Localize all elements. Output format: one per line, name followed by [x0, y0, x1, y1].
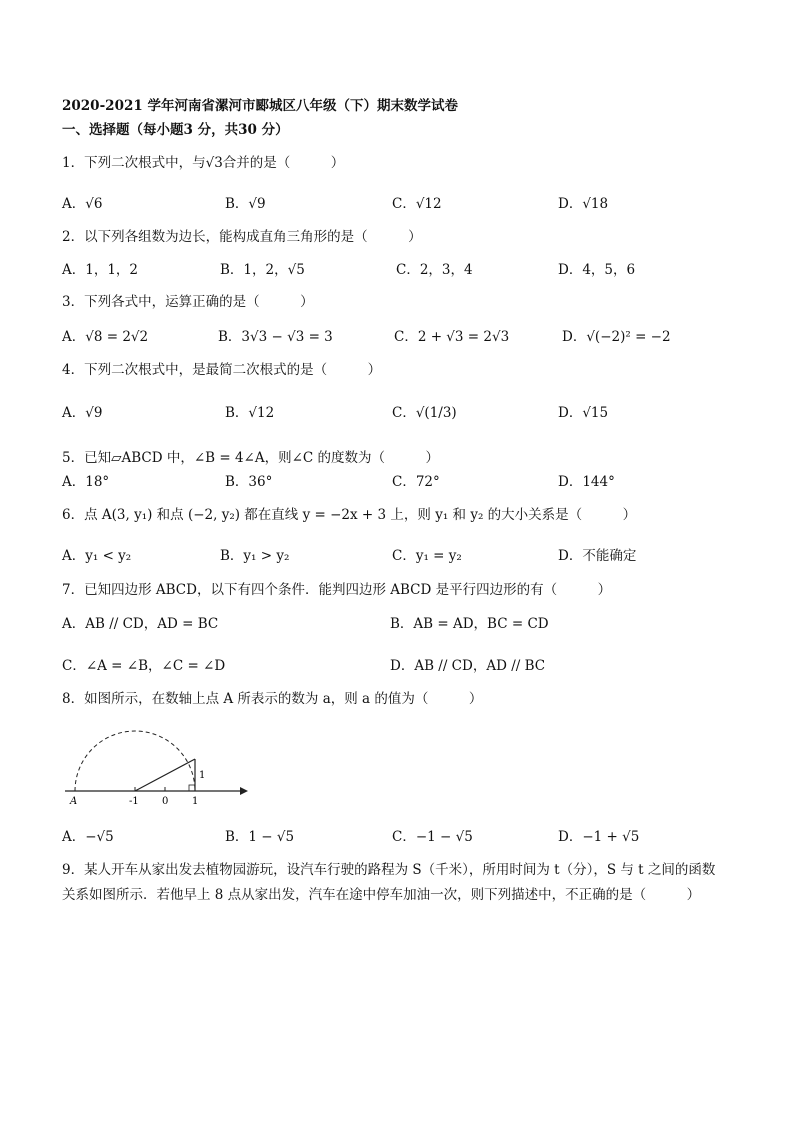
q3-option-c: C．2 + √3 = 2√3	[394, 329, 510, 345]
question-5-stem: 5．已知▱ABCD 中，∠B = 4∠A，则∠C 的度数为（ ）	[62, 450, 440, 466]
tick-label-1: 1	[192, 796, 199, 807]
question-4-stem: 4．下列二次根式中，是最简二次根式的是（ ）	[62, 362, 382, 378]
q4-option-b: B．√12	[225, 405, 275, 421]
q5-option-c: C．72°	[392, 474, 440, 490]
q3-option-a: A．√8 = 2√2	[62, 329, 149, 345]
tick-label-0: 0	[162, 796, 169, 807]
side-length-label: 1	[199, 770, 206, 781]
axis-arrow-icon	[240, 787, 248, 795]
exam-title: 2020-2021 学年河南省漯河市郾城区八年级（下）期末数学试卷	[62, 98, 458, 114]
q4-option-c: C．√(1/3)	[392, 405, 457, 421]
q7-option-b: B．AB = AD，BC = CD	[390, 616, 549, 632]
q8-option-d: D．−1 + √5	[558, 829, 640, 845]
hypotenuse	[135, 759, 195, 791]
q1-option-a: A．√6	[62, 196, 103, 212]
q5-option-d: D．144°	[558, 474, 615, 490]
q5-option-b: B．36°	[225, 474, 273, 490]
q4-option-d: D．√15	[558, 405, 609, 421]
q6-option-d: D．不能确定	[558, 548, 637, 564]
question-1-stem: 1．下列二次根式中，与√3合并的是（ ）	[62, 155, 345, 171]
q8-option-a: A．−√5	[62, 829, 114, 845]
q7-option-a: A．AB // CD，AD = BC	[62, 616, 219, 632]
q8-option-c: C．−1 − √5	[392, 829, 473, 845]
question-8-stem: 8．如图所示，在数轴上点 A 所表示的数为 a，则 a 的值为（ ）	[62, 691, 483, 707]
question-3-stem: 3．下列各式中，运算正确的是（ ）	[62, 294, 314, 310]
q1-option-b: B．√9	[225, 196, 266, 212]
question-7-stem: 7．已知四边形 ABCD，以下有四个条件．能判四边形 ABCD 是平行四边形的有（ ）	[62, 582, 612, 598]
q8-option-b: B．1 − √5	[225, 829, 295, 845]
tick-label-neg1: -1	[129, 796, 139, 807]
q3-option-d: D．√(−2)² = −2	[562, 329, 671, 345]
q2-option-c: C．2，3，4	[396, 262, 473, 278]
q3-option-b: B．3√3 − √3 = 3	[218, 329, 333, 345]
question-6-stem: 6．点 A(3, y₁) 和点 (−2, y₂) 都在直线 y = −2x + 3 上，则 y₁ 和 y₂ 的大小关系是（ ）	[62, 507, 637, 523]
q7-option-d: D．AB // CD，AD // BC	[390, 658, 546, 674]
q6-option-b: B．y₁ > y₂	[220, 548, 290, 564]
q4-option-a: A．√9	[62, 405, 103, 421]
q7-option-c: C．∠A = ∠B，∠C = ∠D	[62, 658, 226, 674]
q1-option-c: C．√12	[392, 196, 442, 212]
right-angle-mark	[189, 785, 195, 791]
number-line-figure	[60, 712, 250, 812]
question-9-line-1: 9．某人开车从家出发去植物园游玩，设汽车行驶的路程为 S（千米），所用时间为 t（分），S 与 t 之间的函数	[62, 862, 716, 878]
dashed-arc	[75, 731, 195, 791]
q1-option-d: D．√18	[558, 196, 609, 212]
point-a-label: A	[70, 796, 78, 807]
question-9-line-2: 关系如图所示．若他早上 8 点从家出发，汽车在途中停车加油一次，则下列描述中，不正确的是（ ）	[62, 887, 701, 903]
q2-option-d: D．4，5，6	[558, 262, 636, 278]
q6-option-a: A．y₁ < y₂	[62, 548, 132, 564]
q5-option-a: A．18°	[62, 474, 110, 490]
q6-option-c: C．y₁ = y₂	[392, 548, 462, 564]
q2-option-b: B．1，2，√5	[220, 262, 305, 278]
section-heading: 一、选择题（每小题3 分，共30 分）	[62, 122, 289, 138]
q2-option-a: A．1，1，2	[62, 262, 139, 278]
question-2-stem: 2．以下列各组数为边长，能构成直角三角形的是（ ）	[62, 229, 422, 245]
